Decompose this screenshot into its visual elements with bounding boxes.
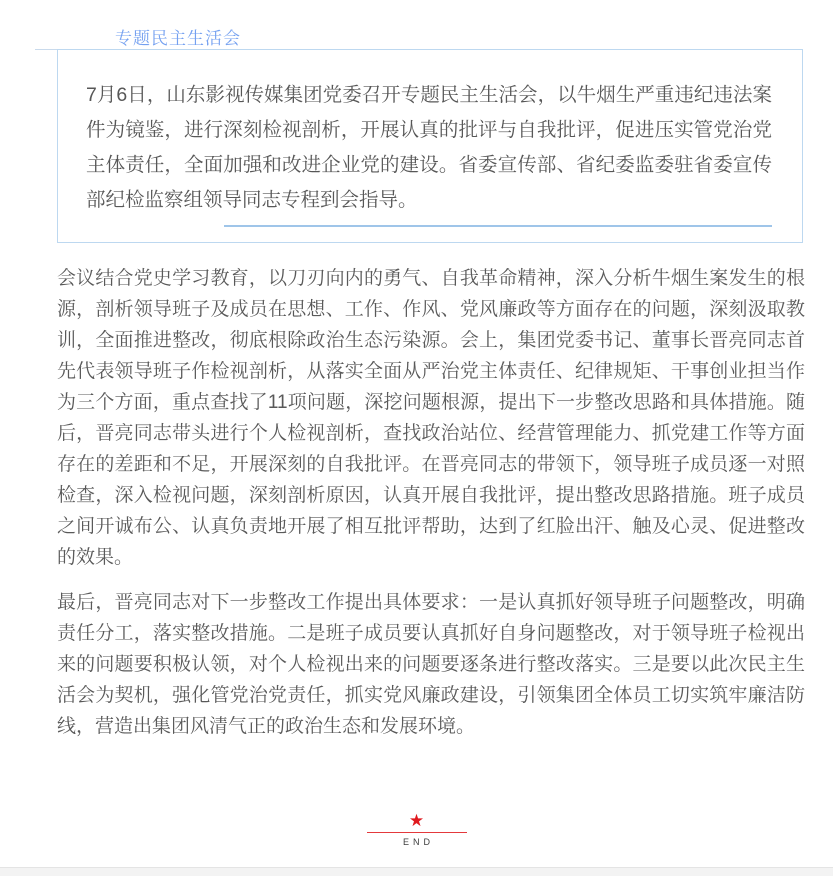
article-paragraph: 最后，晋亮同志对下一步整改工作提出具体要求：一是认真抓好领导班子问题整改，明确责任分工，落实整改措施。二是班子成员要认真抓好自身问题整改，对于领导班子检视出来的问题要积极认领，对个人检视出来的问题要逐条进行整改落实。三是要以此次民主生活会为契机，强化管党治党责任，抓实党风廉政建设，引领集团全体员工切实筑牢廉洁防线，营造出集团风清气正的政治生态和发展环境。 <box>57 592 805 737</box>
article-body <box>57 263 805 742</box>
section-header <box>35 0 802 50</box>
summary-quote-text: 7月6日，山东影视传媒集团党委召开专题民主生活会，以牛烟生严重违纪违法案件为镜鉴，进行深刻检视剖析，开展认真的批评与自我批评，促进压实管党治党主体责任，全面加强和改进企业党的建设。省委宣传部、省纪委监委驻省委宣传部纪检监察组领导同志专程到会指导。 <box>86 84 772 211</box>
quote-divider-line <box>224 225 772 227</box>
summary-quote-box <box>57 49 803 243</box>
end-label: END <box>402 837 434 847</box>
page-title: 专题民主生活会 <box>115 29 241 48</box>
star-icon: ★ <box>408 811 425 830</box>
article-paragraph: 会议结合党史学习教育，以刀刃向内的勇气、自我革命精神，深入分析牛烟生案发生的根源，剖析领导班子及成员在思想、工作、作风、党风廉政等方面存在的问题，深刻汲取教训，全面推进整改，彻底根除政治生态污染源。会上，集团党委书记、董事长晋亮同志首先代表领导班子作检视剖析，从落实全面从严治党主体责任、纪律规矩、干事创业担当作为三个方面，重点查找了11项问题，深挖问题根源，提出下一步整改思路和具体措施。随后，晋亮同志带头进行个人检视剖析，查找政治站位、经营管理能力、抓党建工作等方面存在的差距和不足，开展深刻的自我批评。在晋亮同志的带领下，领导班子成员逐一对照检查，深入检视问题，深刻剖析原因，认真开展自我批评，提出整改思路措施。班子成员之间开诚布公、认真负责地开展了相互批评帮助，达到了红脸出汗、触及心灵、促进整改的效果。 <box>57 268 805 568</box>
end-marker <box>0 812 833 847</box>
bottom-window-strip <box>0 867 833 876</box>
end-divider-line <box>367 832 467 833</box>
